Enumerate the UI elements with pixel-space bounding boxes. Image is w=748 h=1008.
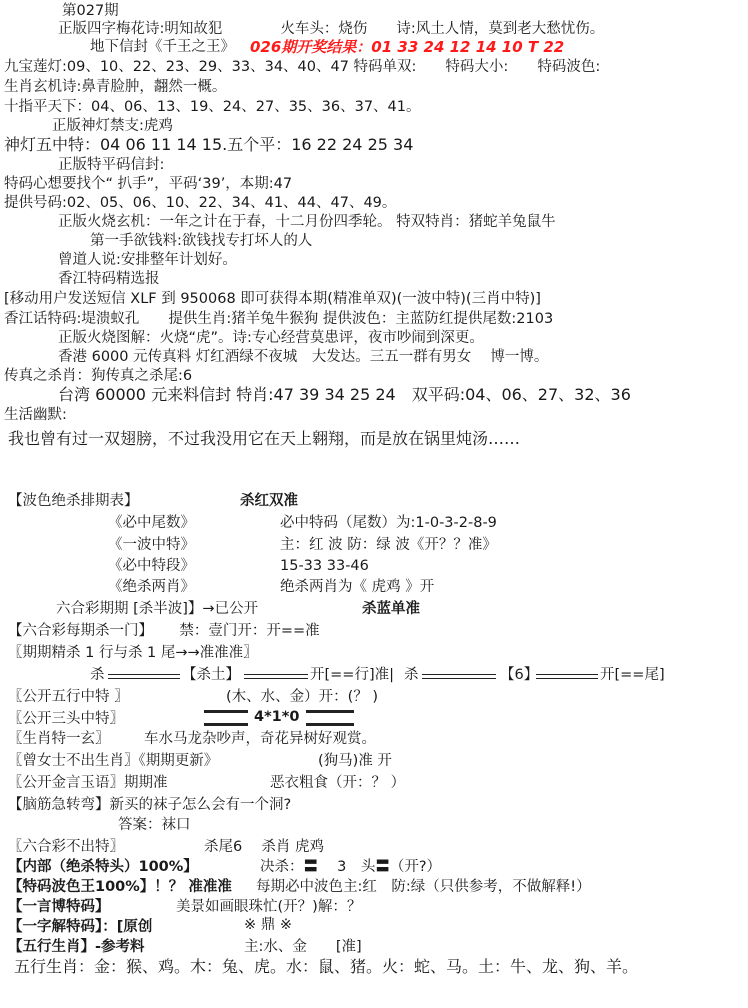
zeng-says-line: 曾道人说:安排整年计划好。: [58, 252, 237, 268]
five-element-zodiac-value: 主:水、金 [准]: [244, 939, 362, 955]
zodiac-mystery-value: 车水马龙杂吵声，奇花异树好观赏。: [144, 731, 376, 747]
xiangjiang-talk-line: 香江话特码:堤溃蚁孔 提供生肖:猪羊兔牛猴狗 提供波色：主蓝防红提供尾数:2103: [4, 311, 554, 327]
kill-one-gate-line: 【六合彩每期杀一门】 禁：壹门开：开==准: [8, 623, 320, 639]
kill-row-tail-line: 〖期期精杀 1 行与杀 1 尾→→准准准〗: [8, 645, 258, 661]
lotus-lamp-line: 九宝莲灯:09、10、22、23、29、33、34、40、47 特码单双: 特码大小: 特码波色:: [4, 59, 601, 75]
must-tail-value: 必中特码（尾数）为:1-0-3-2-8-9: [280, 515, 497, 531]
internal-kill-value: 决杀：〓 3 头〓（开?）: [260, 859, 442, 875]
fire-mystery-line: 正版火烧玄机：一年之计在于春，十二月份四季轮。 特双特肖：猪蛇羊兔鼠牛: [58, 214, 556, 230]
open-row-text: 开[==行]准|: [310, 667, 394, 683]
internal-kill-label: 【内部（绝杀特头）100%】: [8, 859, 198, 875]
special-code-line: 特码心想要找个“ 扒手”，平码‘39’，本期:47: [4, 176, 293, 192]
must-segment-value: 15-33 33-46: [280, 558, 369, 574]
fax-kill-line: 传真之杀肖：狗传真之杀尾:6: [4, 368, 193, 384]
half-wave-line: 六合彩期期 [杀半波]】→已公开: [56, 601, 259, 617]
issue-number: 第027期: [62, 3, 119, 19]
one-word-label: 【一言博特码】: [8, 899, 110, 915]
three-head-label: 〖公开三头中特〗: [8, 711, 124, 727]
five-element-value: (木、水、金）开：(？ ): [226, 689, 379, 705]
kill-two-label: 《绝杀两肖》: [108, 579, 195, 595]
one-word-value: 美景如画眼珠忙(开？)解：？: [176, 899, 362, 915]
golden-words-label: 〖公开金言玉语〗期期准: [8, 775, 168, 791]
kill-earth-box: 【杀土】: [182, 667, 240, 683]
no-special-label: 〖六合彩不出特〗: [8, 839, 124, 855]
wave-king-label: 【特码波色王100%】！？ 准准准: [8, 879, 232, 895]
life-humor-label: 生活幽默:: [4, 407, 67, 423]
first-hand-line: 第一手欲钱料:欲钱找专打坏人的人: [90, 233, 313, 249]
hk-fax-line: 香港 6000 元传真料 灯红酒绿不夜城 大发达。三五一群有男女 博一博。: [58, 349, 549, 365]
riddle-answer: 答案：袜口: [118, 817, 191, 833]
humor-joke-text: 我也曾有过一双翅膀，不过我没用它在天上翱翔，而是放在锅里炖汤……: [8, 429, 521, 448]
kill-blue-odd: 杀蓝单准: [362, 601, 420, 617]
double-rule-a: [108, 674, 180, 679]
ms-zeng-label: 〖曾女士不出生肖〗《期期更新》: [8, 753, 219, 769]
lamp-ban-line: 正版神灯禁支:虎鸡: [52, 118, 173, 134]
five-element-zodiac-list: 五行生肖：金：猴、鸡。木：兔、虎。水：鼠、猪。火：蛇、马。土：牛、龙、狗、羊。: [14, 957, 639, 976]
wave-kill-table-title: 【波色绝杀排期表】: [8, 493, 139, 509]
zodiac-mystery-label: 〖生肖特一玄〗: [8, 731, 110, 747]
five-element-zodiac-label: 【五行生肖】-参考料: [8, 939, 145, 955]
one-wave-value: 主：红 波 防：绿 波《开？？准》: [280, 537, 497, 553]
taiwan-envelope-line: 台湾 60000 元来料信封 特肖:47 39 34 25 24 双平码:04、06、27、32、36: [58, 385, 631, 404]
envelope-line: 正版特平码信封:: [58, 157, 165, 173]
double-rule-d: [536, 674, 598, 679]
ms-zeng-value: (狗马)准 开: [318, 753, 392, 769]
kill-label-d: 杀: [404, 667, 419, 683]
xiangjiang-report-title: 香江特码精选报: [58, 271, 160, 287]
three-head-value: 4*1*0: [254, 709, 300, 725]
double-rule-c: [422, 674, 496, 679]
kill-two-value: 绝杀两肖为《 虎鸡 》开: [280, 579, 435, 595]
must-tail-label: 《必中尾数》: [108, 515, 195, 531]
bold-rule-left: [204, 710, 248, 726]
five-element-label: 〖公开五行中特 〗: [8, 689, 129, 705]
one-char-value: ※ 鼎 ※: [244, 917, 293, 933]
kill-label-a: 杀: [90, 667, 105, 683]
golden-words-value: 恶衣粗食（开：？ ）: [270, 775, 406, 791]
envelope-title: 地下信封《千王之王》: [90, 39, 235, 55]
open-tail-text: 开[==尾]: [600, 667, 665, 683]
double-rule-b: [244, 674, 308, 679]
wave-king-value: 每期必中波色主:红 防:绿（只供参考，不做解释!）: [256, 879, 591, 895]
kill-six-box: 【6】: [500, 667, 539, 683]
lamp-five-line: 神灯五中特：04 06 11 14 15.五个平：16 22 24 25 34: [4, 135, 414, 154]
must-segment-label: 《必中特段》: [108, 558, 195, 574]
fire-diagram-line: 正版火烧图解：火烧“虎”。诗:专心经营莫患评，夜市吵闹到深更。: [58, 330, 484, 346]
riddle-question: 【脑筋急转弯】新买的袜子怎么会有一个洞?: [8, 797, 292, 813]
draw-result-banner: 026期开奖结果：01 33 24 12 14 10 T 22: [250, 38, 565, 56]
provided-numbers-line: 提供号码:02、05、06、10、22、34、41、44、47、49。: [4, 195, 397, 211]
kill-red-even: 杀红双准: [240, 493, 298, 509]
bold-rule-right: [306, 710, 354, 726]
ten-fingers-line: 十指平天下：04、06、13、19、24、27、35、36、37、41。: [4, 99, 421, 115]
one-wave-label: 《一波中特》: [108, 537, 195, 553]
no-special-value: 杀尾6 杀肖 虎鸡: [204, 839, 324, 855]
zodiac-poem-line: 生肖玄机诗:鼻青脸肿，翿然一概。: [4, 79, 227, 95]
sms-promo-line: [移动用户发送短信 XLF 到 950068 即可获得本期(精准单双)(一波中特)(三肖中特)]: [4, 291, 541, 307]
plum-poem-line: 正版四字梅花诗:明知故犯 火车头：烧伤 诗:风土人情，莫到老大愁忧伤。: [58, 21, 605, 37]
one-char-label: 【一字解特码】：[原创: [8, 919, 153, 935]
